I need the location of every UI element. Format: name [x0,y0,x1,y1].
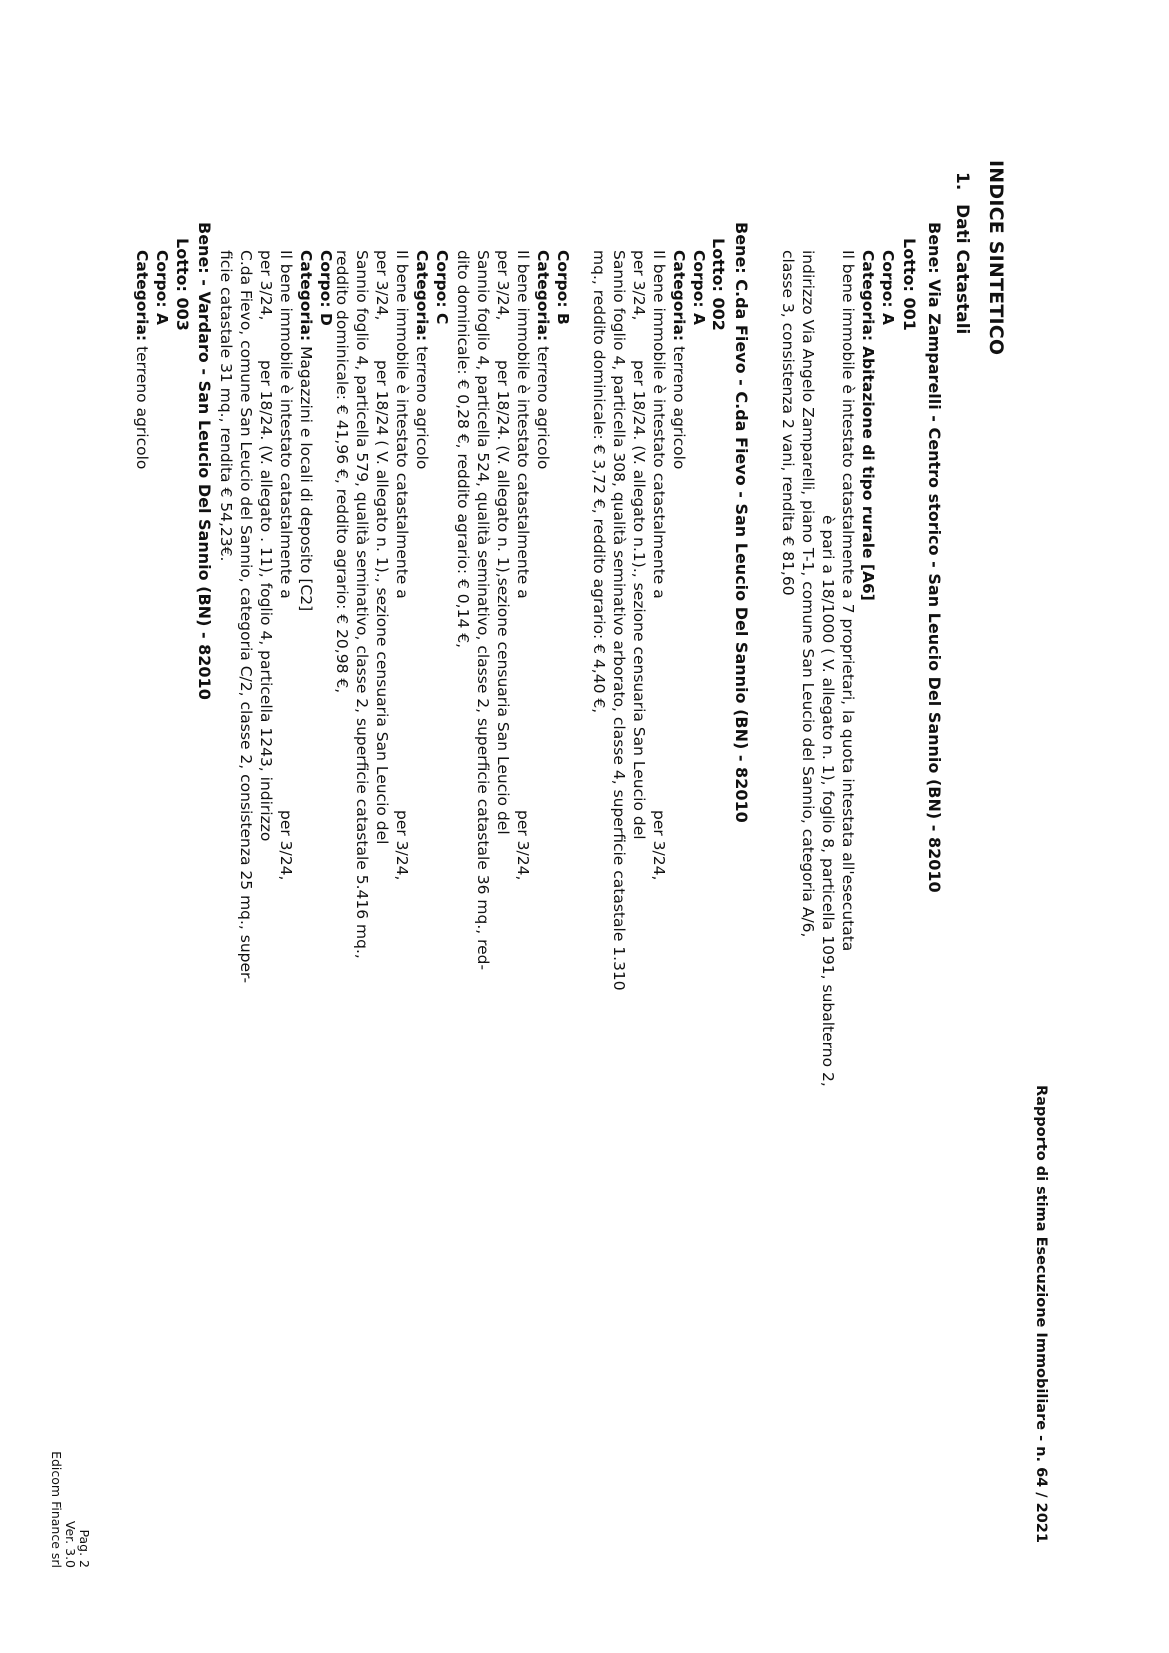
categoria-value: terreno agricolo [133,346,151,470]
categoria-row [296,250,316,983]
page-number: Pag. 2 [77,1529,92,1568]
description-line: classe 3, consistenza 2 vani, rendita € 81,60 [779,250,797,596]
categoria-row [533,250,553,970]
description-line [629,250,649,991]
owner-share: per 3/24, [630,250,648,321]
corpo-label: Corpo: B [554,250,572,325]
bene-heading: Bene: C.da Fievo - C.da Fievo - San Leucio Del Sannio (BN) - 82010 [732,222,751,823]
owner-text: Il bene immobile è intestato catastalmente a [650,250,668,599]
categoria-row [132,250,152,469]
categoria-row [412,250,432,959]
owner-share: per 3/24, [650,810,668,881]
owner-share: per 3/24, [514,810,532,881]
categoria-value: terreno agricolo [413,346,431,470]
lotto-002-corpo-d [216,250,336,983]
owner-share: per 3/24, [393,810,411,881]
owner-share: per 3/24, [257,250,275,321]
section-number: 1. [952,172,972,191]
description-line: Sannio foglio 4, particella 524, qualità seminativo, classe 2, superficie catastale 36 mq., red- [474,250,492,971]
description-line: Il bene immobile è intestato catastalmente a 7 proprietari, la quota intestata all'esecutata [839,250,857,952]
categoria-value: Abitazione di tipo rurale [A6] [859,346,877,601]
owner-text: Il bene immobile è intestato catastalmente a [393,250,411,599]
owner-share: per 3/24, [494,250,512,321]
description-line [256,250,276,983]
owner-share-detail: per 18/24. (V. allegato n. 1),sezione censuaria San Leucio del [494,360,512,835]
categoria-label: Categoria: [670,250,688,342]
description-line: reddito dominicale: € 41,96 €, reddito agrario: € 20,98 €, [333,250,351,694]
bene-heading: Bene: - Vardaro - San Leucio Del Sannio (BN) - 82010 [195,222,214,700]
categoria-row [858,250,878,1087]
description-line [392,250,412,959]
description-line: dito dominicale: € 0,28 €, reddito agrario: € 0,14 €, [454,250,472,649]
company-name: Edicom Finance srl [49,1451,64,1568]
owner-share-detail: per 18/24. (V. allegato n.1)., sezione censuaria San Leucio del [630,360,648,840]
description-line: mq., reddito dominicale: € 3,72 €, reddito agrario: € 4,40 €, [590,250,608,714]
page-title: INDICE SINTETICO [985,160,1007,356]
categoria-label: Categoria: [133,250,151,342]
lotto-002-corpo-a [589,250,709,991]
owner-text: Il bene immobile è intestato catastalmente a [514,250,532,599]
owner-text: Il bene immobile è intestato catastalmente a [277,250,295,599]
corpo-label: Corpo: A [153,250,171,326]
description-line: Sannio foglio 4, particella 579, qualità seminativo, classe 2, superficie catastale 5.416 mq., [353,250,371,959]
categoria-label: Categoria: [534,250,552,342]
section-title: Dati Catastali [952,204,972,335]
description-line [372,250,392,959]
categoria-label: Categoria: [413,250,431,342]
lotto-002-corpo-b [453,250,573,970]
corpo-label: Corpo: D [317,250,335,326]
description-line [649,250,669,991]
report-header: Rapporto di stima Esecuzione Immobiliare - n. 64 / 2021 [1033,1084,1049,1543]
owner-share-detail: per 18/24. (V. allegato . 11), foglio 4, particella 1243, indirizzo [257,360,275,842]
description-line: ficie catastale 31 mq., rendita € 54,23€. [217,250,235,562]
corpo-label: Corpo: A [690,250,708,326]
categoria-label: Categoria: [297,250,315,342]
page-footer [49,1451,91,1568]
owner-share: per 3/24, [373,250,391,321]
description-line: indirizzo Via Angelo Zamparelli, piano T-1, comune San Leucio del Sannio, categoria A/6, [799,250,817,938]
categoria-row [669,250,689,991]
lotto-003-corpo-a [132,250,172,469]
bene-heading: Bene: Via Zamparelli - Centro storico - San Leucio Del Sannio (BN) - 82010 [925,222,944,893]
description-line [493,250,513,970]
categoria-value: terreno agricolo [534,346,552,470]
lotto-heading: Lotto: 002 [709,238,728,331]
description-line [513,250,533,970]
owner-share-detail: per 18/24 ( V. allegato n. 1)., sezione censuaria San Leucio del [373,360,391,845]
categoria-value: Magazzini e locali di deposito [C2] [297,346,315,612]
corpo-label: Corpo: C [433,250,451,325]
description-line: è pari a 18/1000 ( V. allegato n. 1), foglio 8, particella 1091, subalterno 2, [819,515,837,1087]
categoria-value: terreno agricolo [670,346,688,470]
lotto-002-corpo-c [332,250,452,959]
owner-share: per 3/24, [277,810,295,881]
categoria-label: Categoria: [859,250,877,342]
lotto-001-corpo-a [778,250,898,1087]
corpo-label: Corpo: A [879,250,897,326]
lotto-heading: Lotto: 003 [173,238,192,331]
version-label: Ver. 3.0 [63,1520,78,1568]
description-line: C.da Fievo, comune San Leucio del Sannio, categoria C/2, classe 2, consistenza 25 mq., super- [237,250,255,984]
description-line [276,250,296,983]
description-line: Sannio foglio 4, particella 308, qualità seminativo arborato, classe 4, superficie catastale 1.310 [610,250,628,991]
lotto-heading: Lotto: 001 [900,238,919,331]
